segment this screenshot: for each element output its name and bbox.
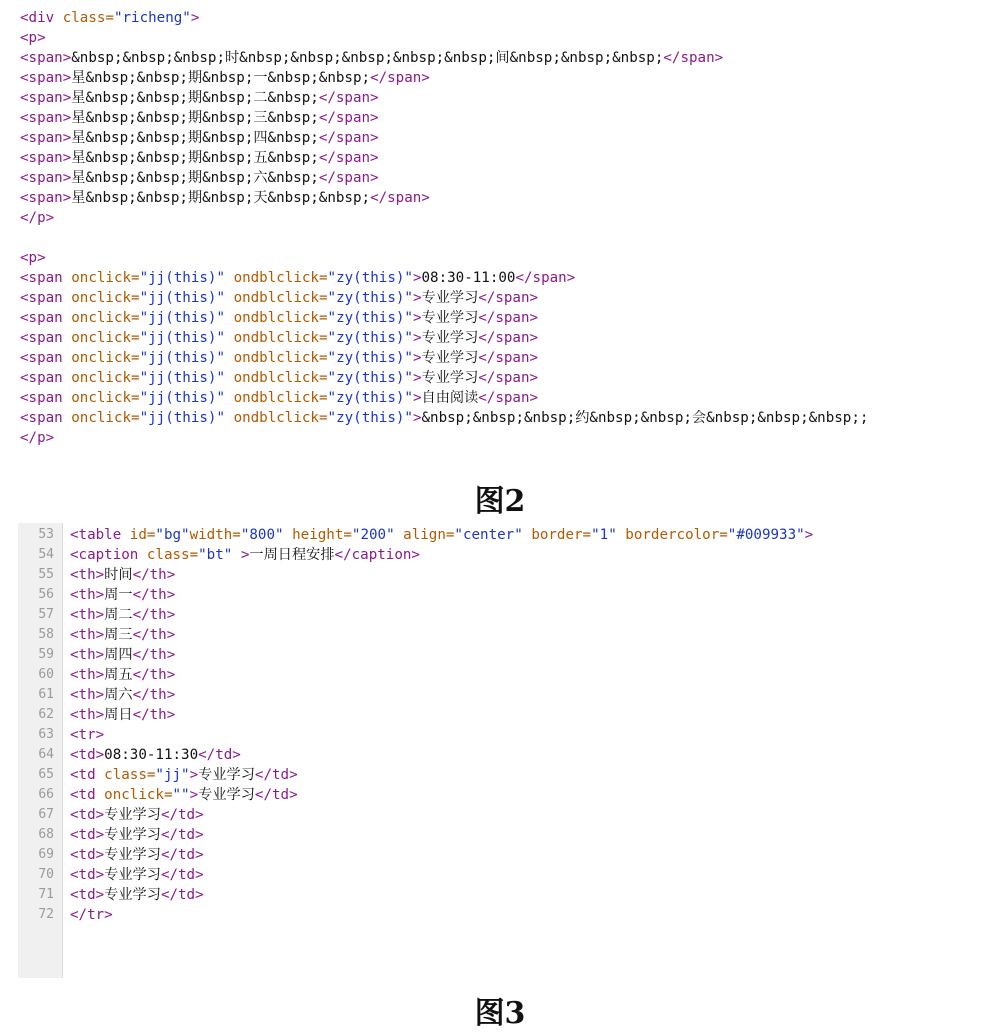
line-source	[70, 765, 298, 785]
code-token: <span	[20, 290, 72, 306]
line-number: 72	[38, 907, 54, 922]
code-token: </td>	[254, 787, 298, 803]
code-token: 专业学习	[421, 370, 479, 386]
code-token: </td>	[160, 887, 204, 903]
code-line	[18, 765, 984, 785]
code-token: </th>	[132, 647, 176, 663]
line-number: 64	[38, 747, 54, 762]
line-number: 55	[38, 567, 54, 582]
code-token: "1"	[591, 527, 617, 543]
code-line	[20, 248, 980, 268]
line-source	[70, 805, 204, 825]
code-token: >	[412, 350, 422, 366]
code-lines	[18, 525, 984, 925]
code-token: class=	[146, 547, 199, 563]
code-token: 自由阅读	[421, 390, 479, 406]
line-source	[70, 605, 175, 625]
line-source	[70, 685, 175, 705]
line-source	[70, 905, 113, 925]
code-line	[20, 48, 980, 68]
code-token: <span>	[20, 50, 72, 66]
line-number: 56	[38, 587, 54, 602]
code-line	[20, 28, 980, 48]
code-token: "zy(this)"	[327, 390, 413, 406]
code-line	[20, 228, 980, 248]
code-token: 周四	[104, 647, 133, 663]
code-line	[20, 8, 980, 28]
code-token: "richeng"	[113, 10, 191, 26]
code-token: <th>	[70, 707, 105, 723]
code-token: onclick=	[71, 330, 140, 346]
code-token: <th>	[70, 667, 105, 683]
code-token: <p>	[20, 30, 46, 46]
code-token: <td	[70, 767, 105, 783]
code-token: ondblclick=	[233, 390, 328, 406]
line-number: 57	[38, 607, 54, 622]
code-line	[20, 168, 980, 188]
code-token: </span>	[515, 270, 576, 286]
code-token: ondblclick=	[233, 410, 328, 426]
code-line	[18, 705, 984, 725]
code-line	[18, 545, 984, 565]
code-token: "#009933"	[727, 527, 805, 543]
code-token: "jj(this)"	[139, 270, 226, 286]
code-token: ondblclick=	[233, 330, 328, 346]
code-token: 时间	[104, 567, 133, 583]
code-token: >	[412, 330, 422, 346]
line-source	[70, 525, 813, 545]
code-token: <span	[20, 350, 72, 366]
code-token: <span	[20, 390, 72, 406]
figure-3-caption: 图3	[474, 996, 526, 1031]
code-token: onclick=	[71, 390, 140, 406]
line-source	[70, 845, 204, 865]
code-token: </span>	[478, 290, 539, 306]
code-line	[18, 785, 984, 805]
code-token: "zy(this)"	[327, 330, 413, 346]
code-line	[18, 645, 984, 665]
code-line	[18, 565, 984, 585]
code-token	[284, 527, 293, 543]
code-token: "jj(this)"	[139, 370, 226, 386]
code-token	[225, 370, 234, 386]
code-token: <th>	[70, 587, 105, 603]
code-token: </span>	[370, 190, 430, 206]
code-token: onclick=	[71, 350, 140, 366]
code-token: &nbsp;&nbsp;&nbsp;时&nbsp;&nbsp;&nbsp;&nbsp;&nbsp;间&nbsp;&nbsp;&nbsp;	[71, 50, 664, 66]
code-token: class=	[62, 10, 114, 26]
code-token: "jj(this)"	[139, 310, 226, 326]
code-line	[20, 68, 980, 88]
code-line	[18, 905, 984, 925]
code-token: <tr>	[70, 727, 105, 743]
code-line	[18, 725, 984, 745]
code-token	[225, 330, 234, 346]
code-token: onclick=	[71, 290, 140, 306]
code-token: 星&nbsp;&nbsp;期&nbsp;天&nbsp;&nbsp;	[71, 190, 371, 206]
code-token	[395, 527, 404, 543]
code-token: 周一	[104, 587, 133, 603]
code-token: <span>	[20, 170, 72, 186]
code-line	[20, 408, 980, 428]
code-token: </span>	[663, 50, 724, 66]
line-number: 63	[38, 727, 54, 742]
code-line	[20, 208, 980, 228]
code-token: bordercolor=	[625, 527, 728, 543]
code-token: onclick=	[104, 787, 173, 803]
code-token: </caption>	[334, 547, 420, 563]
code-token: <span	[20, 330, 72, 346]
code-token: <span	[20, 310, 72, 326]
code-token: </th>	[132, 587, 176, 603]
code-token: <th>	[70, 647, 105, 663]
code-line	[20, 148, 980, 168]
code-line	[20, 108, 980, 128]
code-token: <div	[20, 10, 63, 26]
code-token: </td>	[198, 747, 241, 763]
code-token: </span>	[318, 110, 379, 126]
code-token: 周三	[104, 627, 133, 643]
code-token: align=	[403, 527, 455, 543]
code-token: </span>	[478, 350, 539, 366]
code-token: 星&nbsp;&nbsp;期&nbsp;一&nbsp;&nbsp;	[71, 70, 371, 86]
code-token: width=	[189, 527, 241, 543]
code-token: <th>	[70, 687, 105, 703]
code-token: <th>	[70, 627, 105, 643]
code-line	[18, 845, 984, 865]
code-token: class=	[104, 767, 156, 783]
code-token: 星&nbsp;&nbsp;期&nbsp;二&nbsp;	[71, 90, 319, 106]
code-token: </td>	[160, 867, 204, 883]
code-token: </th>	[132, 607, 176, 623]
code-token: ondblclick=	[233, 270, 328, 286]
code-token: </th>	[132, 627, 176, 643]
code-token: 周五	[104, 667, 133, 683]
code-token: 星&nbsp;&nbsp;期&nbsp;五&nbsp;	[71, 150, 319, 166]
line-source	[70, 865, 204, 885]
code-line	[20, 368, 980, 388]
code-token: onclick=	[71, 410, 140, 426]
line-number: 54	[38, 547, 54, 562]
code-token: "zy(this)"	[327, 290, 413, 306]
line-source	[70, 705, 175, 725]
code-token: <span>	[20, 70, 72, 86]
line-number: 53	[38, 527, 54, 542]
line-source	[70, 825, 204, 845]
code-token: 专业学习	[104, 867, 161, 883]
line-number: 60	[38, 667, 54, 682]
code-token	[225, 410, 234, 426]
code-token: ondblclick=	[233, 350, 328, 366]
code-token	[617, 527, 626, 543]
line-number: 70	[38, 867, 54, 882]
line-source	[70, 665, 175, 685]
code-token: </th>	[132, 707, 176, 723]
line-source	[70, 745, 241, 765]
code-token: </td>	[160, 827, 204, 843]
code-token: </p>	[20, 430, 55, 446]
code-token: 周二	[104, 607, 133, 623]
code-token	[225, 290, 234, 306]
code-token: 星&nbsp;&nbsp;期&nbsp;四&nbsp;	[71, 130, 319, 146]
line-number: 65	[38, 767, 54, 782]
code-token: >	[412, 310, 422, 326]
code-token: 专业学习	[104, 807, 161, 823]
code-token: onclick=	[71, 270, 140, 286]
code-token: ondblclick=	[233, 290, 328, 306]
line-source	[70, 725, 104, 745]
code-token: "bt"	[198, 547, 233, 563]
code-token: "bg"	[155, 527, 190, 543]
code-line	[20, 268, 980, 288]
code-token: "zy(this)"	[327, 270, 413, 286]
code-token: "jj(this)"	[139, 330, 226, 346]
code-token: </span>	[478, 370, 539, 386]
code-token: <caption	[70, 547, 147, 563]
code-token: </span>	[318, 170, 379, 186]
line-number: 58	[38, 627, 54, 642]
code-token: "zy(this)"	[327, 370, 413, 386]
code-token: ondblclick=	[233, 310, 328, 326]
code-token: >	[412, 270, 422, 286]
code-token: 08:30-11:00	[421, 270, 516, 286]
code-token: "jj(this)"	[139, 350, 226, 366]
code-editor-figure-3	[18, 523, 984, 978]
code-token: 专业学习	[421, 350, 479, 366]
code-token: ""	[172, 787, 190, 803]
code-line	[20, 428, 980, 448]
code-token	[225, 270, 234, 286]
code-line	[18, 525, 984, 545]
code-token: <th>	[70, 567, 105, 583]
code-line	[20, 388, 980, 408]
code-listing-figure-2	[20, 8, 980, 448]
code-token: >	[232, 547, 250, 563]
line-number: 68	[38, 827, 54, 842]
line-source	[70, 585, 175, 605]
code-token: >	[804, 527, 814, 543]
code-token: >	[189, 787, 199, 803]
code-token: 专业学习	[104, 887, 161, 903]
code-token: >	[412, 370, 422, 386]
code-token: <span>	[20, 130, 72, 146]
code-token: <span>	[20, 110, 72, 126]
line-number: 62	[38, 707, 54, 722]
code-line	[20, 128, 980, 148]
line-source	[70, 565, 175, 585]
line-source	[70, 785, 298, 805]
code-token: </td>	[254, 767, 298, 783]
code-token: <td>	[70, 747, 105, 763]
line-number: 61	[38, 687, 54, 702]
code-token: <table	[70, 527, 130, 543]
code-line	[18, 805, 984, 825]
code-token: ondblclick=	[233, 370, 328, 386]
code-token: <span	[20, 370, 72, 386]
code-line	[20, 308, 980, 328]
code-token: &nbsp;&nbsp;&nbsp;约&nbsp;&nbsp;会&nbsp;&nbsp;&nbsp;;	[421, 410, 869, 426]
code-token: "jj"	[155, 767, 190, 783]
code-token: "jj(this)"	[139, 390, 226, 406]
code-token: <td>	[70, 847, 105, 863]
code-line	[18, 745, 984, 765]
code-token: onclick=	[71, 370, 140, 386]
code-token: </p>	[20, 210, 55, 226]
code-line	[18, 665, 984, 685]
code-line	[20, 348, 980, 368]
code-token: <th>	[70, 607, 105, 623]
code-token: 周日	[104, 707, 133, 723]
code-token: <span>	[20, 150, 72, 166]
code-token: </td>	[160, 807, 204, 823]
line-number: 67	[38, 807, 54, 822]
code-token: <td	[70, 787, 105, 803]
code-token: </th>	[132, 567, 176, 583]
code-token: "center"	[454, 527, 523, 543]
code-line	[20, 88, 980, 108]
code-token: </th>	[132, 667, 176, 683]
code-line	[18, 685, 984, 705]
code-token: </span>	[318, 150, 379, 166]
code-token: "zy(this)"	[327, 310, 413, 326]
code-token: 08:30-11:30	[104, 747, 199, 763]
code-token	[225, 310, 234, 326]
code-token: 周六	[104, 687, 133, 703]
line-source	[70, 885, 204, 905]
code-token: 星&nbsp;&nbsp;期&nbsp;三&nbsp;	[71, 110, 319, 126]
code-token: </td>	[160, 847, 204, 863]
code-token: <span>	[20, 90, 72, 106]
code-token: </span>	[318, 130, 379, 146]
code-token: >	[412, 390, 422, 406]
code-token: <p>	[20, 250, 46, 266]
code-token: </th>	[132, 687, 176, 703]
code-token: 专业学习	[421, 310, 479, 326]
code-token: "200"	[351, 527, 395, 543]
code-token: 专业学习	[104, 827, 161, 843]
code-token: 专业学习	[421, 290, 479, 306]
code-token: <td>	[70, 867, 105, 883]
code-token: <span	[20, 410, 72, 426]
code-line	[18, 825, 984, 845]
code-token: 专业学习	[198, 787, 255, 803]
code-token: 一周日程安排	[249, 547, 335, 563]
line-number: 66	[38, 787, 54, 802]
code-token: >	[412, 290, 422, 306]
line-source	[70, 645, 175, 665]
line-source	[70, 625, 175, 645]
code-token: "jj(this)"	[139, 410, 226, 426]
code-token: <td>	[70, 807, 105, 823]
code-token: 专业学习	[104, 847, 161, 863]
code-token: "800"	[240, 527, 284, 543]
code-token	[225, 350, 234, 366]
code-token: </tr>	[70, 907, 113, 923]
code-line	[20, 328, 980, 348]
code-line	[20, 188, 980, 208]
code-token: "zy(this)"	[327, 410, 413, 426]
code-token: </span>	[318, 90, 379, 106]
code-token: <span	[20, 270, 72, 286]
code-token: </span>	[478, 310, 539, 326]
code-line	[18, 605, 984, 625]
code-line	[20, 288, 980, 308]
code-token: </span>	[478, 390, 539, 406]
line-number: 59	[38, 647, 54, 662]
code-token: >	[190, 10, 200, 26]
code-token: id=	[129, 527, 156, 543]
code-token: "jj(this)"	[139, 290, 226, 306]
code-token: "zy(this)"	[327, 350, 413, 366]
code-token: border=	[531, 527, 592, 543]
code-token: onclick=	[71, 310, 140, 326]
code-token: height=	[292, 527, 352, 543]
line-number: 71	[38, 887, 54, 902]
code-token: >	[189, 767, 199, 783]
code-line	[18, 625, 984, 645]
code-token: <td>	[70, 827, 105, 843]
code-token: </span>	[478, 330, 539, 346]
code-token: <span>	[20, 190, 72, 206]
code-token: </span>	[370, 70, 430, 86]
code-token: 星&nbsp;&nbsp;期&nbsp;六&nbsp;	[71, 170, 319, 186]
line-source	[70, 545, 420, 565]
code-token: >	[412, 410, 422, 426]
figure-2-caption: 图2	[474, 484, 526, 519]
code-token: <td>	[70, 887, 105, 903]
code-line	[18, 885, 984, 905]
code-line	[18, 865, 984, 885]
code-token	[225, 390, 234, 406]
line-number: 69	[38, 847, 54, 862]
code-token: 专业学习	[421, 330, 479, 346]
code-token: 专业学习	[198, 767, 255, 783]
code-line	[18, 585, 984, 605]
